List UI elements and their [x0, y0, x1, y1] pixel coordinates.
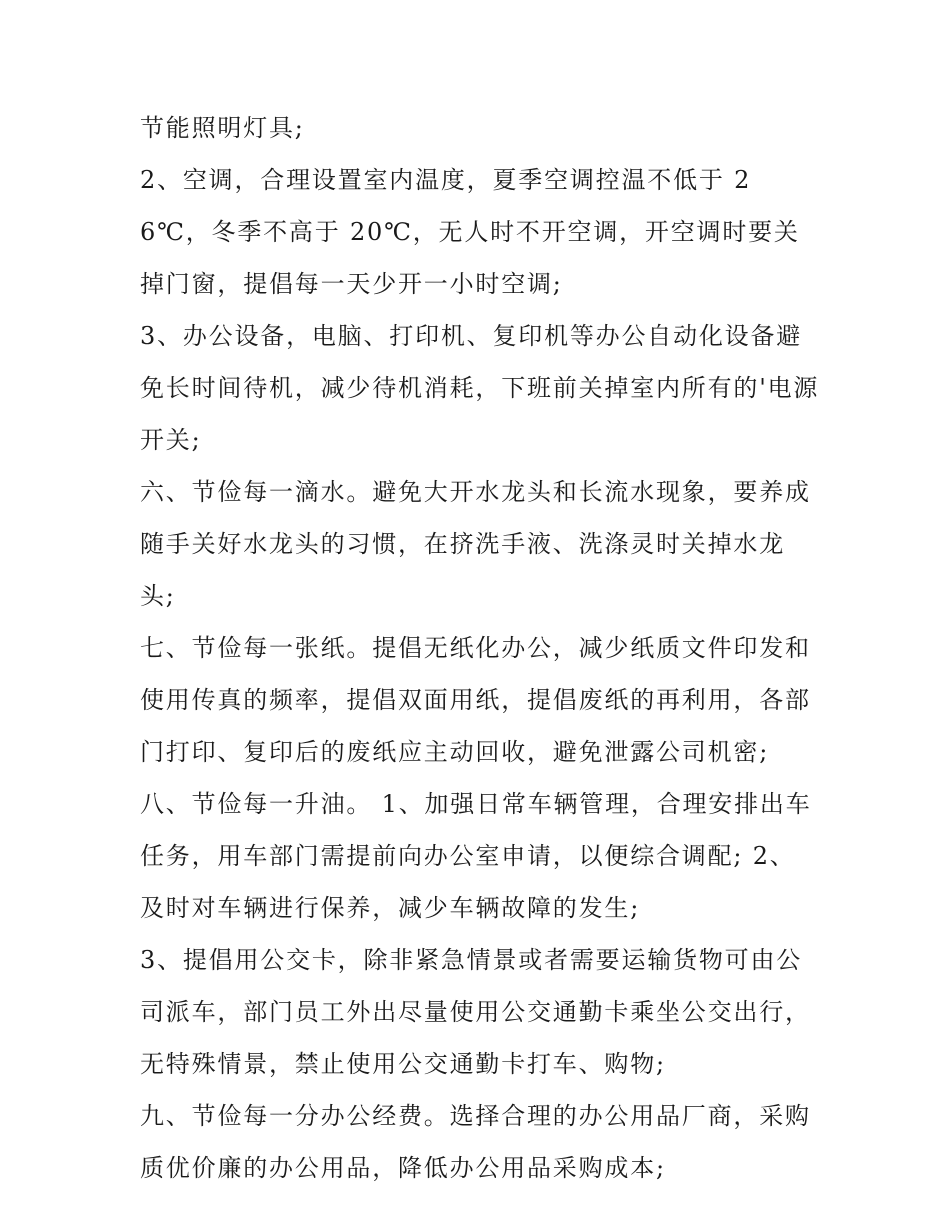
paragraph-save-paper: 七、节俭每一张纸。提倡无纸化办公，减少纸质文件印发和使用传真的频率，提倡双面用纸，提倡废纸的再利用，各部门打印、复印后的废纸应主动回收，避免泄露公司机密;: [140, 634, 811, 766]
paragraph-office-expenses: 九、节俭每一分办公经费。选择合理的办公用品厂商，采购质优价廉的办公用品，降低办公用品采购成本;: [140, 1102, 811, 1182]
paragraph-transit-card: 3、提倡用公交卡，除非紧急情景或者需要运输货物可由公司派车，部门员工外出尽量使用公交通勤卡乘坐公交出行，无特殊情景，禁止使用公交通勤卡打车、购物;: [140, 946, 811, 1078]
paragraph-save-water: 六、节俭每一滴水。避免大开水龙头和长流水现象，要养成随手关好水龙头的习惯，在挤洗手液、洗涤灵时关掉水龙头;: [140, 478, 811, 610]
document-body: [140, 102, 820, 1194]
paragraph-lighting: 节能照明灯具;: [140, 114, 305, 142]
paragraph-save-fuel: 八、节俭每一升油。 1、加强日常车辆管理，合理安排出车任务，用车部门需提前向办公室申请，以便综合调配; 2、及时对车辆进行保养，减少车辆故障的发生;: [140, 790, 812, 922]
paragraph-air-conditioning: 2、空调，合理设置室内温度，夏季空调控温不低于 26℃，冬季不高于 20℃，无人时不开空调，开空调时要关掉门窗，提倡每一天少开一小时空调;: [140, 166, 800, 298]
paragraph-office-equipment: 3、办公设备，电脑、打印机、复印机等办公自动化设备避免长时间待机，减少待机消耗，下班前关掉室内所有的'电源开关;: [140, 322, 820, 454]
